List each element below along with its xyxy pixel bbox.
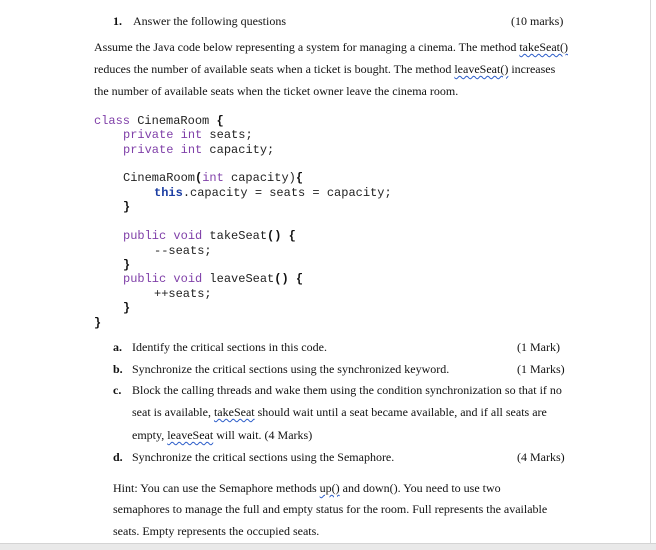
intro-line-3: the number of available seats when the ticket owner leave the cinema room. (94, 84, 459, 98)
item-c-line-1: Block the calling threads and wake them using the condition synchronization so that if no (132, 383, 562, 397)
hint-line-2: semaphores to manage the full and empty status for the room. Full represents the available (113, 502, 548, 516)
item-d-marks: (4 Marks) (517, 450, 565, 464)
code-line-capacity: private int capacity; (123, 143, 275, 157)
question-title: Answer the following questions (133, 14, 286, 28)
intro-line-2: reduces the number of available seats when a ticket is bought. The method leaveSeat() increases (94, 62, 556, 76)
item-c-label: c. (113, 383, 122, 397)
code-line-assign: this.capacity = seats = capacity; (154, 186, 392, 200)
code-line-constructor: CinemaRoom(int capacity){ (123, 171, 304, 185)
code-line-close-takeseat: } (123, 258, 131, 272)
method-takeseat: takeSeat() (519, 40, 568, 54)
question-marks: (10 marks) (511, 14, 564, 28)
code-line-close-leaveseat: } (123, 301, 131, 315)
code-line-takeseat: public void takeSeat() { (123, 229, 296, 243)
item-d-text: Synchronize the critical sections using the Semaphore. (132, 450, 395, 464)
item-b-text: Synchronize the critical sections using the synchronized keyword. (132, 362, 450, 376)
method-takeseat-ref: takeSeat (213, 405, 255, 419)
item-b-label: b. (113, 362, 123, 376)
item-a-label: a. (113, 340, 122, 354)
item-d-label: d. (113, 450, 123, 464)
code-line-decrement: --seats; (154, 244, 212, 258)
item-c-line-3: empty, leaveSeat will wait. (4 Marks) (132, 428, 313, 442)
item-b-marks: (1 Marks) (517, 362, 565, 376)
code-line-increment: ++seats; (154, 287, 212, 301)
method-leaveseat: leaveSeat() (454, 62, 509, 76)
item-c-line-2: seat is available, takeSeat should wait until a seat became available, and if all seats are (132, 405, 547, 419)
page-right-edge (650, 0, 651, 549)
code-line-close-class: } (94, 316, 102, 330)
item-a-marks: (1 Mark) (517, 340, 560, 354)
hint-line-3: seats. Empty represents the occupied seats. (113, 524, 320, 538)
method-leaveseat-ref: leaveSeat (167, 428, 214, 442)
method-up: up() (319, 481, 340, 495)
code-line-class: class CinemaRoom { (94, 114, 224, 128)
code-line-close-constructor: } (123, 200, 131, 214)
hint-line-1: Hint: You can use the Semaphore methods up() and down(). You need to use two (113, 481, 501, 495)
code-line-seats: private int seats; (123, 128, 253, 142)
item-a-text: Identify the critical sections in this code. (132, 340, 327, 354)
code-line-leaveseat: public void leaveSeat() { (123, 272, 304, 286)
question-number: 1. (113, 14, 122, 28)
intro-line-1: Assume the Java code below representing a system for managing a cinema. The method takeSeat() (94, 40, 568, 54)
